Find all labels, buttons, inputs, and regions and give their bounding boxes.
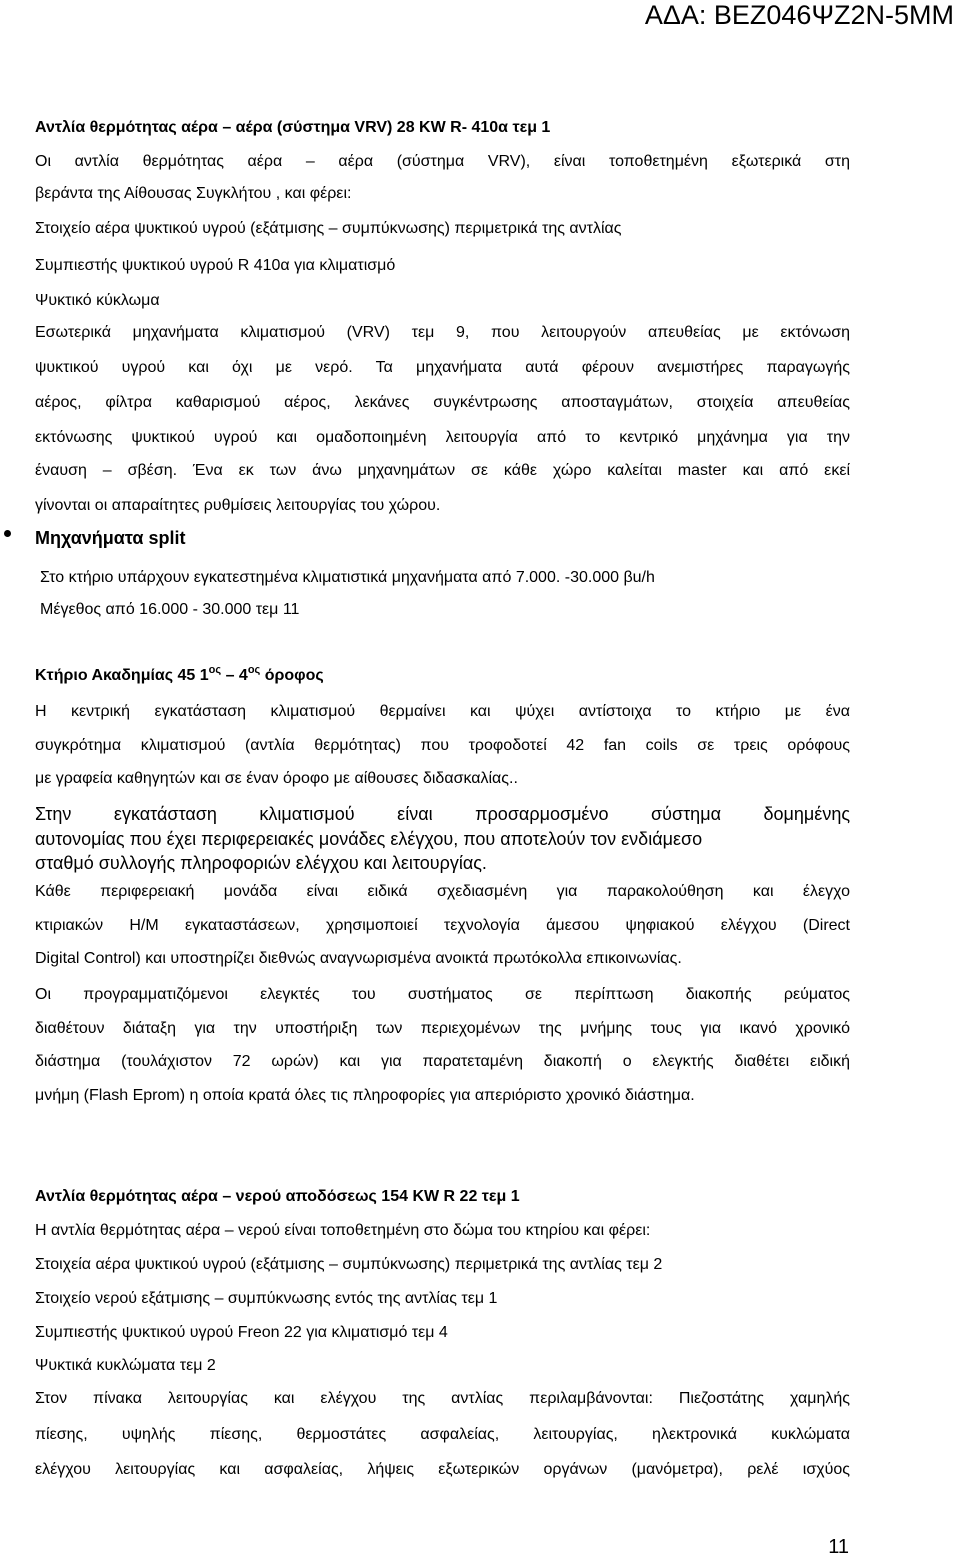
section1-line: Στοιχείο αέρα ψυκτικού υγρού (εξάτμισης – συμπύκνωσης) περιμετρικά της αντλίας [35, 220, 622, 237]
section3-line: Συμπιεστής ψυκτικού υγρού Freon 22 για κλιματισμό τεμ 4 [35, 1324, 448, 1341]
section2-line: Digital Control) και υποστηρίζει διεθνώς αναγνωρισμένα ανοικτά πρωτόκολλα επικοινωνίας. [35, 950, 682, 967]
bullet [4, 530, 11, 537]
section1-line: εκτόνωσης ψυκτικού υγρού και ομαδοποιημένη λειτουργία από το κεντρικό μηχάνημα για την [35, 429, 850, 446]
section2-line: Η κεντρική εγκατάσταση κλιματισμού θερμαίνει και ψύχει αντίστοιχα το κτήριο με ένα [35, 703, 850, 720]
split-line: Στο κτήριο υπάρχουν εγκατεστημένα κλιματιστικά μηχανήματα από 7.000. -30.000 βu/h [40, 569, 655, 586]
section2-line: Κάθε περιφερειακή μονάδα είναι ειδικά σχεδιασμένη για παρακολούθηση και έλεγχο [35, 883, 850, 900]
section2-big-line: Στην εγκατάσταση κλιματισμού είναι προσαρμοσμένο σύστημα δομημένης [35, 804, 850, 824]
section3-line: πίεσης, υψηλής πίεσης, θερμοστάτες ασφαλείας, λειτουργίας, ηλεκτρονικά κυκλώματα [35, 1426, 850, 1443]
ada-code: ΑΔΑ: ΒΕΖ046ΨΖ2Ν-5ΜΜ [644, 0, 954, 30]
section2-line: διάστημα (τουλάχιστον 72 ωρών) και για παρατεταμένη διακοπή ο ελεγκτής διαθέτει ειδική [35, 1053, 850, 1070]
title-text: όροφος [260, 667, 324, 684]
page-number: 11 [828, 1536, 849, 1558]
section2-line: διαθέτουν διάταξη για την υποστήριξη των περιεχομένων της μνήμης τους για ικανό χρονικό [35, 1020, 850, 1037]
title-text: Κτήριο Ακαδημίας 45 1 [35, 667, 209, 684]
title-sup: ος [208, 664, 222, 676]
section2-line: μνήμη (Flash Eprom) η οποία κρατά όλες τις πληροφορίες για απεριόριστο χρονικό διάστημα. [35, 1087, 695, 1104]
title-text: – 4 [221, 667, 248, 684]
section3-line: Ψυκτικά κυκλώματα τεμ 2 [35, 1357, 216, 1374]
section3-line: ελέγχου λειτουργίας και ασφαλείας, λήψεις εξωτερικών οργάνων (μανόμετρα), ρελέ ισχύος [35, 1461, 850, 1478]
split-heading: Μηχανήματα split [35, 528, 186, 548]
section1-line: Ψυκτικό κύκλωμα [35, 292, 160, 309]
section3-line: Η αντλία θερμότητας αέρα – νερού είναι τοποθετημένη στο δώμα του κτηρίου και φέρει: [35, 1222, 651, 1239]
section2-big-line: σταθμό συλλογής πληροφοριών ελέγχου και λειτουργίας. [35, 853, 487, 873]
section1-line: ψυκτικού υγρού και όχι με νερό. Τα μηχανήματα αυτά φέρουν ανεμιστήρες παραγωγής [35, 359, 850, 376]
section1-line: Συμπιεστής ψυκτικού υγρού R 410α για κλιματισμό [35, 257, 396, 274]
section2-line: συγκρότημα κλιματισμού (αντλία θερμότητας) που τροφοδοτεί 42 fan coils σε τρεις ορόφους [35, 737, 850, 754]
section2-title [35, 666, 324, 686]
section3-line: Στοιχείο νερού εξάτμισης – συμπύκνωσης εντός της αντλίας τεμ 1 [35, 1290, 498, 1307]
section2-line: κτιριακών Η/Μ εγκαταστάσεων, χρησιμοποιεί τεχνολογία άμεσου ψηφιακού ελέγχου (Direct [35, 917, 850, 934]
section1-line: Οι αντλία θερμότητας αέρα – αέρα (σύστημα VRV), είναι τοποθετημένη εξωτερικά στη [35, 153, 850, 170]
section1-line: αέρος, φίλτρα καθαρισμού αέρος, λεκάνες συγκέντρωσης αποσταγμάτων, στοιχεία απευθείας [35, 394, 850, 411]
section2-line: Οι προγραμματιζόμενοι ελεγκτές του συστήματος σε περίπτωση διακοπής ρεύματος [35, 986, 850, 1003]
split-line: Μέγεθος από 16.000 - 30.000 τεμ 11 [40, 601, 300, 618]
section1-line: Εσωτερικά μηχανήματα κλιματισμού (VRV) τεμ 9, που λειτουργούν απευθείας με εκτόνωση [35, 324, 850, 341]
section3-line: Στον πίνακα λειτουργίας και ελέγχου της αντλίας περιλαμβάνονται: Πιεζοστάτης χαμηλής [35, 1390, 850, 1407]
section2-big-line: αυτονομίας που έχει περιφερειακές μονάδες ελέγχου, που αποτελούν τον ενδιάμεσο [35, 829, 703, 849]
section3-line: Στοιχεία αέρα ψυκτικού υγρού (εξάτμισης – συμπύκνωσης) περιμετρικά της αντλίας τεμ 2 [35, 1256, 663, 1273]
section1-line: έναυση – σβέση. Ένα εκ των άνω μηχανημάτων σε κάθε χώρο καλείται master και από εκεί [35, 462, 850, 479]
title-sup: ος [247, 664, 261, 676]
section1-title: Αντλία θερμότητας αέρα – αέρα (σύστημα VRV) 28 KW R- 410α τεμ 1 [35, 119, 551, 136]
section3-title: Αντλία θερμότητας αέρα – νερού αποδόσεως 154 KW R 22 τεμ 1 [35, 1188, 520, 1205]
section2-line: με γραφεία καθηγητών και σε έναν όροφο με αίθουσες διδασκαλίας.. [35, 770, 518, 787]
section1-line: γίνονται οι απαραίτητες ρυθμίσεις λειτουργίας του χώρου. [35, 497, 441, 514]
section1-line: βεράντα της Αίθουσας Συγκλήτου , και φέρει: [35, 185, 352, 202]
